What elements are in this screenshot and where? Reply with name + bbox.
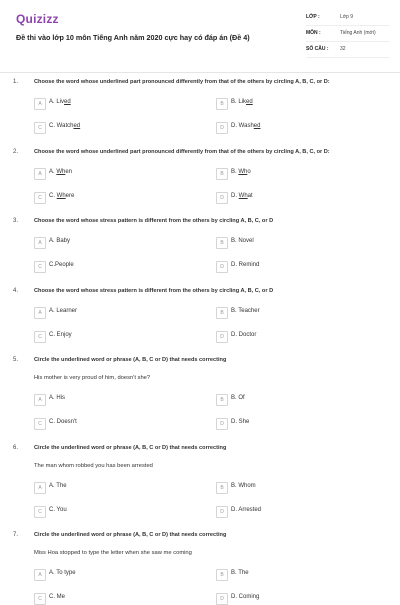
meta-row-subject <box>306 30 390 42</box>
option-text <box>49 483 67 489</box>
option-text-pre: C. Doesn't <box>49 419 77 425</box>
meta-label: MÔN : <box>306 30 321 36</box>
option-text-pre: B. <box>231 169 239 175</box>
worksheet-title: Đề thi vào lớp 10 môn Tiếng Anh năm 2020 cực hay có đáp án (Đề 4) <box>16 33 250 42</box>
option-text <box>231 507 261 513</box>
option-letter-box[interactable]: B <box>216 168 228 180</box>
option-text-pre: B. Of <box>231 395 245 401</box>
option-text-pre: C. Me <box>49 594 66 600</box>
option-text <box>231 594 259 600</box>
question-prompt: Circle the underlined word or phrase (A, B, C or D) that needs correcting <box>34 357 227 363</box>
option-text-pre: D. Coming <box>231 594 260 600</box>
quizizz-logo[interactable]: Quizizz <box>16 12 59 26</box>
option-letter-box[interactable]: B <box>216 237 228 249</box>
option-text-pre: D. Wash <box>231 123 254 129</box>
option-text <box>49 123 80 129</box>
option-text <box>49 308 77 314</box>
option-letter-box[interactable]: A <box>34 307 46 319</box>
option-text <box>49 262 74 268</box>
option-text-pre: A. Learner <box>49 308 78 314</box>
question-number: 3. <box>13 218 19 224</box>
option-text <box>231 262 259 268</box>
option-letter-box[interactable]: C <box>34 261 46 273</box>
option-text-underlined: Wh <box>56 169 66 175</box>
meta-value: 32 <box>340 46 346 52</box>
option-text <box>231 193 253 199</box>
option-text <box>49 570 76 576</box>
option-letter-box[interactable]: A <box>34 237 46 249</box>
meta-label: SỐ CÂU : <box>306 46 329 52</box>
option-text <box>49 594 65 600</box>
option-text <box>49 332 72 338</box>
option-letter-box[interactable]: D <box>216 418 228 430</box>
option-letter-box[interactable]: D <box>216 506 228 518</box>
option-text <box>231 123 260 129</box>
option-text <box>231 99 253 105</box>
question-number: 6. <box>13 445 19 451</box>
option-text-pre: A. To type <box>49 570 76 576</box>
option-text-pre: C. You <box>49 507 67 513</box>
option-text-underlined: ed <box>246 99 253 105</box>
option-letter-box[interactable]: D <box>216 192 228 204</box>
option-text-pre: C. <box>49 193 57 199</box>
question-prompt: Circle the underlined word or phrase (A, B, C or D) that needs correcting <box>34 532 227 538</box>
option-letter-box[interactable]: A <box>34 482 46 494</box>
option-text <box>231 308 260 314</box>
option-text-post: en <box>65 169 73 175</box>
option-text-underlined: Wh <box>238 193 248 199</box>
option-text-underlined: Wh <box>238 169 248 175</box>
option-text-pre: D. She <box>231 419 250 425</box>
option-letter-box[interactable]: B <box>216 569 228 581</box>
meta-label: LỚP : <box>306 14 320 20</box>
question-number: 1. <box>13 79 19 85</box>
option-text-pre: B. Lik <box>231 99 247 105</box>
worksheet-header <box>0 0 400 60</box>
option-letter-box[interactable]: A <box>34 394 46 406</box>
option-letter-box[interactable]: B <box>216 482 228 494</box>
option-text-post: o <box>247 169 251 175</box>
option-text <box>231 483 256 489</box>
option-letter-box[interactable]: D <box>216 331 228 343</box>
option-text <box>49 169 72 175</box>
question-number: 7. <box>13 532 19 538</box>
option-text <box>49 99 71 105</box>
meta-value: Lớp 9 <box>340 14 354 20</box>
option-letter-box[interactable]: A <box>34 98 46 110</box>
option-text-pre: C.People <box>49 262 74 268</box>
option-letter-box[interactable]: B <box>216 98 228 110</box>
option-letter-box[interactable]: A <box>34 168 46 180</box>
option-text-pre: C. Watch <box>49 123 74 129</box>
option-letter-box[interactable]: C <box>34 593 46 605</box>
worksheet-meta <box>306 14 390 62</box>
option-text-underlined: Wh <box>56 193 66 199</box>
question-sentence: Miss Hoa stopped to type the letter when she saw me coming <box>34 550 192 556</box>
option-letter-box[interactable]: C <box>34 192 46 204</box>
option-letter-box[interactable]: B <box>216 394 228 406</box>
question-prompt: Circle the underlined word or phrase (A, B, C or D) that needs correcting <box>34 445 227 451</box>
option-text <box>49 238 70 244</box>
meta-value: Tiếng Anh (mới) <box>340 30 376 36</box>
option-text-pre: C. Enjoy <box>49 332 72 338</box>
meta-row-question-count <box>306 46 390 58</box>
option-letter-box[interactable]: C <box>34 331 46 343</box>
option-text-pre: B. Novel <box>231 238 254 244</box>
option-letter-box[interactable]: A <box>34 569 46 581</box>
option-text-pre: A. The <box>49 483 67 489</box>
option-text-pre: B. The <box>231 570 249 576</box>
option-letter-box[interactable]: D <box>216 593 228 605</box>
option-text <box>231 332 256 338</box>
option-text-underlined: ed <box>73 123 81 129</box>
option-text-pre: A. Liv <box>49 99 65 105</box>
option-text <box>231 169 251 175</box>
option-text <box>231 419 249 425</box>
question-prompt: Choose the word whose underlined part pronounced differently from that of the others by circling A, B, C, or D: <box>34 79 330 85</box>
question-prompt: Choose the word whose stress pattern is different from the others by circling A, B, C, or D <box>34 288 274 294</box>
option-text-underlined: ed <box>64 99 71 105</box>
option-text-pre: D. Arrested <box>231 507 262 513</box>
question-number: 4. <box>13 288 19 294</box>
option-text-pre: A. His <box>49 395 66 401</box>
question-sentence: The man whom robbed you has been arrested <box>34 463 153 469</box>
option-letter-box[interactable]: C <box>34 122 46 134</box>
option-text <box>231 238 254 244</box>
option-text-pre: D. Doctor <box>231 332 257 338</box>
option-letter-box[interactable]: D <box>216 261 228 273</box>
option-text-post: at <box>247 193 253 199</box>
option-text-pre: B. Whom <box>231 483 256 489</box>
option-letter-box[interactable]: C <box>34 418 46 430</box>
question-number: 5. <box>13 357 19 363</box>
option-text <box>49 193 74 199</box>
option-letter-box[interactable]: B <box>216 307 228 319</box>
option-text <box>231 395 245 401</box>
option-text <box>49 395 65 401</box>
option-letter-box[interactable]: C <box>34 506 46 518</box>
question-sentence: His mother is very proud of him, doesn't she? <box>34 375 151 381</box>
option-text-post: ere <box>65 193 75 199</box>
option-text <box>49 419 77 425</box>
question-prompt: Choose the word whose stress pattern is different from the others by circling A, B, C, or D <box>34 218 274 224</box>
option-text-pre: B. Teacher <box>231 308 260 314</box>
option-text <box>231 570 249 576</box>
option-text-pre: A. <box>49 169 57 175</box>
meta-row-class <box>306 14 390 26</box>
option-text-pre: D. Remind <box>231 262 260 268</box>
option-letter-box[interactable]: D <box>216 122 228 134</box>
option-text-pre: D. <box>231 193 239 199</box>
option-text-underlined: ed <box>253 123 261 129</box>
option-text <box>49 507 67 513</box>
question-prompt: Choose the word whose underlined part pronounced differently from that of the others by circling A, B, C, or D: <box>34 149 330 155</box>
question-number: 2. <box>13 149 19 155</box>
header-divider <box>0 72 400 73</box>
option-text-pre: A. Baby <box>49 238 71 244</box>
